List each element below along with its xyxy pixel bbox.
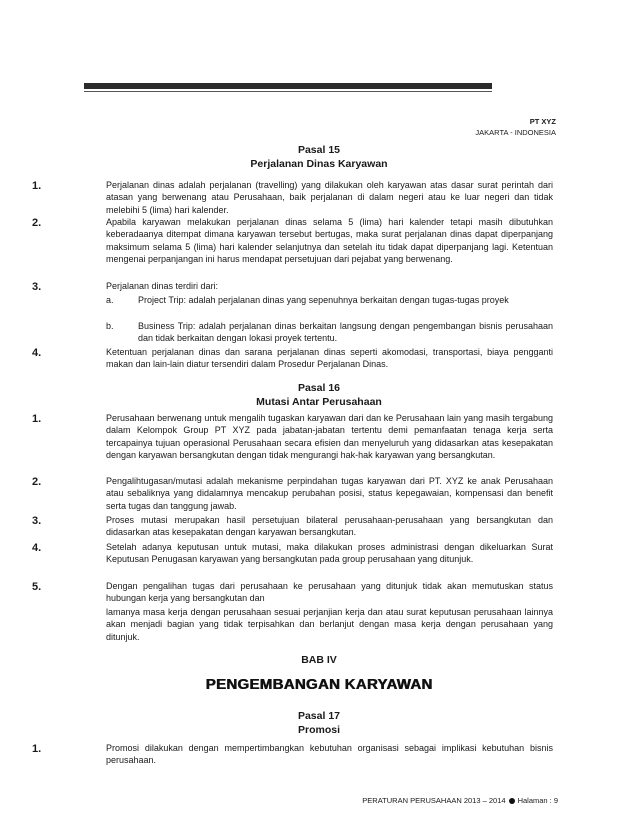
item-number: 5. xyxy=(32,581,42,593)
item-continuation-text: lamanya masa kerja dengan perusahaan sesuai perjanjian kerja dan atau surat keputusan perusahaan lainnya akan menjadi bagian yang tidak terpisahkan dan berlanjut dengan masa kerja dengan perusahaan yang ditunjuk. xyxy=(106,607,553,642)
item-number: 1. xyxy=(32,180,42,192)
bab-number: BAB IV xyxy=(301,654,337,666)
pasal-15-title: Perjalanan Dinas Karyawan xyxy=(250,158,388,170)
item-text: Proses mutasi merupakan hasil persetujuan bilateral perusahaan-perusahaan yang bersangkutan dan didasarkan atas kesepakatan dengan karyawan bersangkutan. xyxy=(106,515,553,538)
item-text: Dengan pengalihan tugas dari perusahaan ke perusahaan yang ditunjuk tidak akan memutuskan status hubungan kerja yang bersangkutan dan xyxy=(106,581,553,604)
item-number: 1. xyxy=(32,413,42,425)
item-text: Apabila karyawan melakukan perjalanan dinas selama 5 (lima) hari kalender tetapi masih dibutuhkan keberadaanya ditempat dimana karyawan tersebut bertugas, maka surat perjalanan dinas dapat diperpanjang maksimum selama 5 (lima) hari kalender selanjutnya dan setelah itu tidak dapat diperpanjang lagi. Ketentuan mengenai perpanjangan ini harus mendapat persetujuan dari pejabat yang berwenang. xyxy=(106,217,553,265)
item-text: Perusahaan berwenang untuk mengalih tugaskan karyawan dari dan ke Perusahaan lain yang masih tergabung dalam Kelompok Group PT XYZ pada jabatan-jabatan tertentu demi pemanfaatan tenaga kerja serta tercapainya tujuan operasional Perusahaan secara efisien dan menyeluruh yang didasarkan atas kesepakatan dengan karyawan bersangkutan dengan tidak mengurangi hak-hak karyawan yang bersangkutan. xyxy=(106,413,553,461)
company-block xyxy=(475,116,556,138)
header-rule xyxy=(84,83,492,89)
pasal-15-number: Pasal 15 xyxy=(297,144,341,156)
company-name: PT XYZ xyxy=(529,117,556,126)
item-number: 3. xyxy=(32,281,42,293)
item-number: 2. xyxy=(32,476,42,488)
pasal-17-number: Pasal 17 xyxy=(297,710,341,722)
item-text: Promosi dilakukan dengan mempertimbangkan kebutuhan organisasi sebagai implikasi kebutuhan bisnis perusahaan. xyxy=(106,743,553,766)
pasal-16-title: Mutasi Antar Perusahaan xyxy=(256,396,382,408)
item-number: 3. xyxy=(32,515,42,527)
bullet-dot-icon xyxy=(509,798,515,804)
bab-title: PENGEMBANGAN KARYAWAN xyxy=(205,676,433,693)
pasal-16-number: Pasal 16 xyxy=(297,382,341,394)
company-location: JAKARTA - INDONESIA xyxy=(475,128,556,137)
subitem-letter: a. xyxy=(106,295,114,305)
item-number: 4. xyxy=(32,542,42,554)
subitem-text: Business Trip: adalah perjalanan dinas berkaitan langsung dengan pengembangan bisnis perusahaan dan tidak berkaitan dengan lokasi proyek tertentu. xyxy=(138,321,553,344)
footer-title: PERATURAN PERUSAHAAN 2013 – 2014 xyxy=(362,796,506,805)
pasal-17-title: Promosi xyxy=(297,724,340,736)
item-text: Pengalihtugasan/mutasi adalah mekanisme perpindahan tugas karyawan dari PT. XYZ ke anak Perusahaan atau sebaliknya yang didalamnya mencakup perubahan posisi, status kepegawaian, kompensasi dan benefit serta tugas dan tanggung jawab. xyxy=(106,476,553,511)
item-text: Ketentuan perjalanan dinas dan sarana perjalanan dinas seperti akomodasi, transportasi, biaya pengganti makan dan lain-lain diatur tersendiri dalam Prosedur Perjalanan Dinas. xyxy=(106,347,553,370)
page-number: Halaman : 9 xyxy=(517,796,558,805)
item-text: Perjalanan dinas adalah perjalanan (travelling) yang dilakukan oleh karyawan atas dasar surat perintah dari atasan yang berwenang atau Perusahaan, baik perjalanan di dalam negeri atau ke luar negeri dan tidak melebihi 5 (lima) hari kalender. xyxy=(106,180,553,215)
header-rule-thin xyxy=(84,91,492,92)
item-text: Setelah adanya keputusan untuk mutasi, maka dilakukan proses administrasi dengan dikeluarkan Surat Keputusan Penugasan karyawan yang bersangkutan pada group perusahaan yang ditunjuk. xyxy=(106,542,553,565)
item-number: 2. xyxy=(32,217,42,229)
item-number: 1. xyxy=(32,743,42,755)
item-text: Perjalanan dinas terdiri dari: xyxy=(106,281,219,291)
subitem-letter: b. xyxy=(106,321,114,331)
item-number: 4. xyxy=(32,347,42,359)
page-footer xyxy=(362,796,558,806)
subitem-text: Project Trip: adalah perjalanan dinas yang sepenuhnya berkaitan dengan tugas-tugas proyek xyxy=(138,295,509,305)
